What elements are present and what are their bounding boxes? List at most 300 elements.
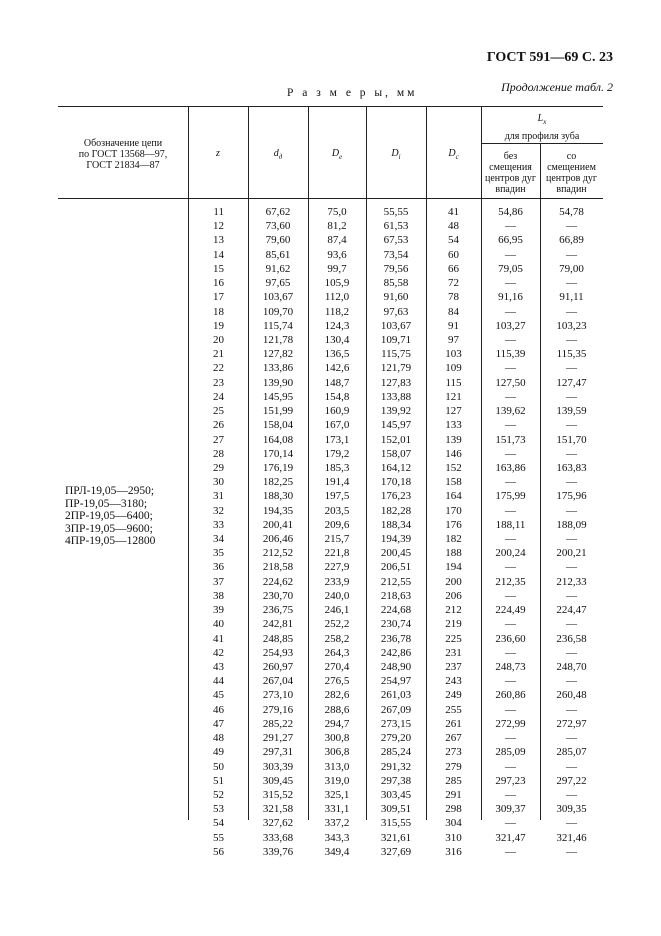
header-dc-sub: c	[455, 153, 459, 161]
cell-l2: —	[566, 533, 577, 546]
header-de	[308, 148, 366, 163]
cell-di: 79,56	[383, 262, 409, 275]
cell-de: 221,8	[324, 547, 350, 560]
cell-z: 14	[213, 248, 224, 261]
cell-z: 42	[213, 646, 224, 659]
cell-de: 99,7	[327, 262, 347, 275]
cell-l1: —	[505, 305, 516, 318]
cell-dc: 285	[445, 774, 462, 787]
cell-dd: 291,27	[262, 732, 294, 745]
cell-dd: 188,30	[262, 490, 294, 503]
cell-dd: 339,76	[262, 845, 294, 858]
cell-l2: —	[566, 646, 577, 659]
cell-dd: 260,97	[262, 661, 294, 673]
table-row	[0, 745, 661, 759]
cell-di: 103,67	[380, 319, 412, 332]
table-row	[0, 475, 661, 489]
cell-dc: 152	[445, 461, 462, 474]
cell-di: 121,79	[380, 362, 412, 375]
cell-di: 152,01	[380, 433, 412, 446]
cell-di: 115,75	[381, 348, 411, 361]
cell-dc: 188	[445, 547, 462, 560]
cell-dd: 121,78	[262, 333, 294, 346]
cell-l2: 200,21	[556, 547, 587, 560]
cell-di: 261,03	[380, 689, 412, 702]
table-row	[0, 518, 661, 532]
cell-z: 25	[213, 405, 224, 418]
cell-l2: 188,09	[556, 518, 587, 531]
cell-l2: —	[566, 419, 577, 432]
sizes-caption: Р а з м е р ы, мм	[287, 87, 418, 99]
cell-de: 252,2	[324, 618, 350, 631]
cell-l2: 66,89	[559, 234, 584, 247]
cell-dd: 327,62	[262, 817, 294, 830]
cell-di: 321,61	[380, 831, 412, 844]
cell-de: 325,1	[324, 788, 350, 801]
cell-dd: 158,04	[262, 419, 294, 432]
table-row	[0, 219, 661, 233]
cell-di: 218,63	[380, 589, 412, 602]
cell-z: 46	[213, 703, 224, 716]
cell-di: 158,07	[380, 447, 412, 460]
cell-dc: 212	[445, 604, 462, 617]
cell-l2: —	[566, 561, 577, 574]
cell-l2: 272,97	[556, 717, 587, 730]
cell-de: 124,3	[324, 319, 350, 332]
table-row	[0, 717, 661, 731]
cell-de: 167,0	[324, 419, 350, 432]
table-row	[0, 660, 661, 674]
cell-z: 16	[213, 277, 224, 290]
cell-l1: —	[505, 817, 516, 830]
cell-l2: 54,78	[559, 206, 584, 218]
table-row	[0, 433, 661, 447]
cell-de: 191,4	[324, 476, 350, 489]
cell-z: 50	[213, 760, 224, 773]
header-lx-symbol	[481, 113, 603, 128]
cell-dc: 133	[445, 419, 462, 432]
cell-dc: 243	[445, 675, 462, 688]
cell-dd: 67,62	[265, 206, 291, 218]
cell-dc: 231	[445, 646, 462, 659]
cell-de: 288,6	[324, 703, 350, 716]
header-l2-line: со	[566, 151, 577, 162]
cell-dc: 78	[448, 291, 459, 304]
cell-l1: 175,99	[495, 490, 526, 503]
cell-l1: 163,86	[495, 461, 526, 474]
cell-z: 32	[213, 504, 224, 517]
cell-de: 258,2	[324, 632, 350, 645]
cell-l1: —	[505, 419, 516, 432]
cell-l2: —	[566, 447, 577, 460]
cell-z: 11	[213, 206, 224, 218]
cell-l1: 54,86	[498, 206, 523, 218]
cell-dd: 333,68	[262, 831, 294, 844]
cell-di: 279,20	[380, 732, 412, 745]
cell-z: 30	[213, 476, 224, 489]
cell-de: 75,0	[327, 206, 347, 218]
header-l1-line: смещения	[489, 162, 532, 173]
cell-z: 20	[213, 333, 224, 346]
cell-l2: 297,22	[556, 774, 587, 787]
table-row	[0, 603, 661, 617]
cell-dd: 267,04	[262, 675, 294, 688]
cell-z: 34	[213, 533, 224, 546]
cell-de: 185,3	[324, 461, 350, 474]
cell-dc: 182	[445, 533, 462, 546]
table-row	[0, 305, 661, 319]
cell-dd: 91,62	[265, 262, 291, 275]
cell-l1: —	[505, 220, 516, 233]
cell-de: 203,5	[324, 504, 350, 517]
cell-z: 45	[213, 689, 224, 702]
cell-l1: 297,23	[495, 774, 526, 787]
chain-designation: ПР-19,05—3180;	[65, 497, 148, 510]
cell-z: 49	[213, 746, 224, 759]
header-lx-main: L	[537, 113, 544, 124]
cell-dc: 146	[445, 447, 462, 460]
header-lx-sub: x	[543, 118, 547, 126]
cell-l1: —	[505, 476, 516, 489]
table-row	[0, 376, 661, 390]
cell-di: 236,78	[380, 632, 412, 645]
cell-z: 15	[213, 262, 224, 275]
cell-z: 43	[213, 661, 224, 673]
header-l1-line: впадин	[495, 184, 526, 195]
cell-dd: 236,75	[262, 604, 294, 617]
cell-z: 37	[213, 575, 224, 588]
cell-de: 282,6	[324, 689, 350, 702]
cell-l2: —	[566, 333, 577, 346]
table-row	[0, 347, 661, 361]
header-designation-line: Обозначение цепи	[83, 138, 163, 149]
cell-z: 47	[213, 717, 224, 730]
cell-di: 212,55	[380, 575, 412, 588]
cell-de: 227,9	[324, 561, 350, 574]
header-l1	[481, 151, 540, 195]
table-row	[0, 205, 661, 219]
cell-dc: 41	[448, 206, 459, 218]
header-dd-sub: д	[278, 153, 283, 161]
cell-l2: 115,35	[556, 348, 587, 361]
cell-l2: —	[566, 305, 577, 318]
cell-l1: 285,09	[495, 746, 526, 759]
cell-di: 97,63	[383, 305, 409, 318]
cell-di: 248,90	[380, 661, 412, 673]
cell-l1: —	[505, 760, 516, 773]
table-row	[0, 248, 661, 262]
cell-de: 331,1	[324, 803, 350, 816]
cell-dd: 212,52	[262, 547, 294, 560]
cell-l2: 321,46	[556, 831, 587, 844]
cell-di: 327,69	[380, 845, 412, 858]
cell-dd: 206,46	[262, 533, 294, 546]
cell-dc: 310	[445, 831, 462, 844]
cell-l2: —	[566, 760, 577, 773]
table-row	[0, 447, 661, 461]
cell-de: 179,2	[324, 447, 350, 460]
cell-l1: 127,50	[495, 376, 526, 389]
cell-dc: 255	[445, 703, 462, 716]
cell-de: 294,7	[324, 717, 350, 730]
cell-di: 127,83	[380, 376, 412, 389]
cell-de: 118,2	[324, 305, 350, 318]
cell-l2: 175,96	[556, 490, 587, 503]
cell-l1: —	[505, 788, 516, 801]
cell-dc: 298	[445, 803, 462, 816]
cell-de: 246,1	[324, 604, 350, 617]
cell-de: 160,9	[324, 405, 350, 418]
header-di-main: D	[391, 148, 399, 159]
header-lx-profile: для профиля зуба	[504, 131, 580, 142]
table-row	[0, 560, 661, 574]
cell-z: 36	[213, 561, 224, 574]
cell-dc: 121	[445, 390, 462, 403]
cell-dd: 297,31	[262, 746, 294, 759]
cell-l2: 103,23	[556, 319, 587, 332]
cell-dd: 73,60	[265, 220, 291, 233]
cell-l2: 285,07	[556, 746, 587, 759]
cell-di: 170,18	[380, 476, 412, 489]
header-lx	[481, 113, 603, 142]
table-row	[0, 333, 661, 347]
cell-di: 139,92	[380, 405, 412, 418]
cell-de: 233,9	[324, 575, 350, 588]
cell-z: 12	[213, 220, 224, 233]
table-row	[0, 703, 661, 717]
cell-de: 197,5	[324, 490, 350, 503]
cell-l2: —	[566, 390, 577, 403]
header-l2	[540, 151, 603, 195]
cell-z: 19	[213, 319, 224, 332]
cell-l1: 139,62	[495, 405, 526, 418]
cell-l1: —	[505, 561, 516, 574]
cell-dd: 242,81	[262, 618, 294, 631]
table-row	[0, 816, 661, 830]
cell-de: 173,1	[324, 433, 350, 446]
header-di	[366, 148, 426, 163]
cell-de: 300,8	[324, 732, 350, 745]
table-body	[0, 205, 661, 859]
cell-l1: 79,05	[498, 262, 523, 275]
header-dd-main: d	[273, 148, 279, 159]
cell-z: 53	[213, 803, 224, 816]
header-l2-line: впадин	[556, 184, 587, 195]
cell-dc: 72	[448, 277, 459, 290]
cell-dc: 279	[445, 760, 462, 773]
cell-dc: 176	[445, 518, 462, 531]
table-row	[0, 361, 661, 375]
cell-di: 55,55	[383, 206, 409, 218]
cell-di: 91,60	[383, 291, 409, 304]
cell-di: 297,38	[380, 774, 412, 787]
lx-divider-rule	[481, 143, 603, 144]
header-di-sub: i	[398, 153, 401, 161]
table-row	[0, 802, 661, 816]
cell-dd: 115,74	[263, 319, 293, 332]
table-row	[0, 504, 661, 518]
cell-de: 306,8	[324, 746, 350, 759]
table-row	[0, 575, 661, 589]
table-row	[0, 845, 661, 859]
cell-de: 148,7	[324, 376, 350, 389]
cell-z: 29	[213, 461, 224, 474]
page-header: ГОСТ 591—69 С. 23	[486, 50, 613, 65]
cell-di: 309,51	[380, 803, 412, 816]
cell-l2: 79,00	[559, 262, 584, 275]
header-dc-main: D	[448, 148, 456, 159]
cell-de: 276,5	[324, 675, 350, 688]
cell-dd: 85,61	[265, 248, 291, 261]
cell-di: 133,88	[380, 390, 412, 403]
cell-dc: 84	[448, 305, 459, 318]
cell-de: 105,9	[324, 277, 350, 290]
cell-l2: 236,58	[556, 632, 587, 645]
cell-dd: 133,86	[262, 362, 294, 375]
cell-l1: 309,37	[495, 803, 526, 816]
cell-di: 230,74	[380, 618, 412, 631]
header-designation-line: ГОСТ 21834—87	[86, 160, 160, 171]
cell-dc: 170	[445, 504, 462, 517]
cell-dc: 91	[448, 319, 459, 332]
cell-l1: —	[505, 248, 516, 261]
cell-dd: 285,22	[262, 717, 294, 730]
cell-z: 24	[213, 390, 224, 403]
cell-dc: 48	[448, 220, 459, 233]
table-row	[0, 532, 661, 546]
cell-di: 85,58	[383, 277, 409, 290]
header-l2-line: центров дуг	[545, 173, 598, 184]
table-row	[0, 233, 661, 247]
cell-l1: —	[505, 646, 516, 659]
table-row	[0, 632, 661, 646]
cell-dd: 273,10	[262, 689, 294, 702]
table-row	[0, 418, 661, 432]
cell-dc: 109	[445, 362, 462, 375]
cell-dd: 230,70	[262, 589, 294, 602]
cell-dc: 249	[445, 689, 462, 702]
cell-dc: 139	[445, 433, 462, 446]
cell-l2: 139,59	[556, 405, 587, 418]
cell-dd: 309,45	[262, 774, 294, 787]
cell-di: 291,32	[380, 760, 412, 773]
cell-z: 48	[213, 732, 224, 745]
cell-dd: 218,58	[262, 561, 294, 574]
cell-l1: —	[505, 618, 516, 631]
cell-l1: —	[505, 362, 516, 375]
table-row	[0, 404, 661, 418]
cell-dc: 261	[445, 717, 462, 730]
cell-l1: —	[505, 447, 516, 460]
cell-de: 142,6	[324, 362, 350, 375]
cell-de: 154,8	[324, 390, 350, 403]
cell-l2: —	[566, 362, 577, 375]
cell-l1: —	[505, 504, 516, 517]
table-row	[0, 731, 661, 745]
cell-l2: 224,47	[556, 604, 587, 617]
cell-z: 26	[213, 419, 224, 432]
cell-de: 270,4	[324, 661, 350, 673]
cell-z: 28	[213, 447, 224, 460]
cell-l2: 151,70	[556, 433, 587, 446]
cell-di: 176,23	[380, 490, 412, 503]
cell-z: 41	[213, 632, 224, 645]
cell-z: 55	[213, 831, 224, 844]
cell-de: 215,7	[324, 533, 350, 546]
header-bottom-rule	[58, 198, 603, 199]
cell-dc: 60	[448, 248, 459, 261]
cell-l2: —	[566, 476, 577, 489]
cell-di: 109,71	[380, 333, 412, 346]
cell-dc: 97	[448, 333, 459, 346]
cell-dd: 109,70	[262, 305, 294, 318]
cell-l1: 248,73	[495, 661, 526, 673]
cell-l1: 103,27	[495, 319, 526, 332]
header-dc	[426, 148, 481, 163]
cell-dd: 145,95	[262, 390, 294, 403]
cell-di: 67,53	[383, 234, 409, 247]
cell-dd: 315,52	[262, 788, 294, 801]
cell-di: 206,51	[380, 561, 412, 574]
cell-dd: 97,65	[265, 277, 291, 290]
cell-l1: —	[505, 675, 516, 688]
cell-l2: —	[566, 277, 577, 290]
cell-l1: —	[505, 845, 516, 858]
cell-l2: 248,70	[556, 661, 587, 673]
cell-dc: 54	[448, 234, 459, 247]
cell-l2: 163,83	[556, 461, 587, 474]
cell-l2: 260,48	[556, 689, 587, 702]
cell-de: 130,4	[324, 333, 350, 346]
cell-z: 35	[213, 547, 224, 560]
table-row	[0, 831, 661, 845]
cell-l2: —	[566, 504, 577, 517]
cell-di: 224,68	[380, 604, 412, 617]
table-row	[0, 290, 661, 304]
cell-dc: 66	[448, 262, 459, 275]
cell-dd: 79,60	[265, 234, 291, 247]
cell-l1: 212,35	[495, 575, 526, 588]
cell-dd: 103,67	[262, 291, 294, 304]
cell-dd: 224,62	[262, 575, 294, 588]
cell-dd: 194,35	[262, 504, 294, 517]
cell-l2: —	[566, 248, 577, 261]
cell-l1: 321,47	[495, 831, 526, 844]
cell-dc: 316	[445, 845, 462, 858]
cell-de: 337,2	[324, 817, 350, 830]
header-designation	[58, 138, 188, 171]
chain-designation: 4ПР-19,05—12800	[65, 535, 156, 547]
cell-dd: 248,85	[262, 632, 294, 645]
table-row	[0, 390, 661, 404]
cell-l1: —	[505, 589, 516, 602]
cell-de: 343,3	[324, 831, 350, 844]
cell-l1: 91,16	[498, 291, 523, 304]
cell-l1: 188,11	[495, 518, 526, 531]
cell-de: 319,0	[324, 774, 350, 787]
cell-l2: —	[566, 220, 577, 233]
cell-l1: 200,24	[495, 547, 526, 560]
cell-di: 61,53	[383, 220, 409, 233]
cell-dd: 164,08	[262, 433, 294, 446]
cell-l2: 309,35	[556, 803, 587, 816]
cell-di: 267,09	[380, 703, 412, 716]
cell-dc: 158	[445, 476, 462, 489]
header-l1-line: без	[503, 151, 518, 162]
cell-di: 164,12	[380, 461, 412, 474]
cell-de: 349,4	[324, 845, 350, 858]
cell-di: 182,28	[380, 504, 412, 517]
